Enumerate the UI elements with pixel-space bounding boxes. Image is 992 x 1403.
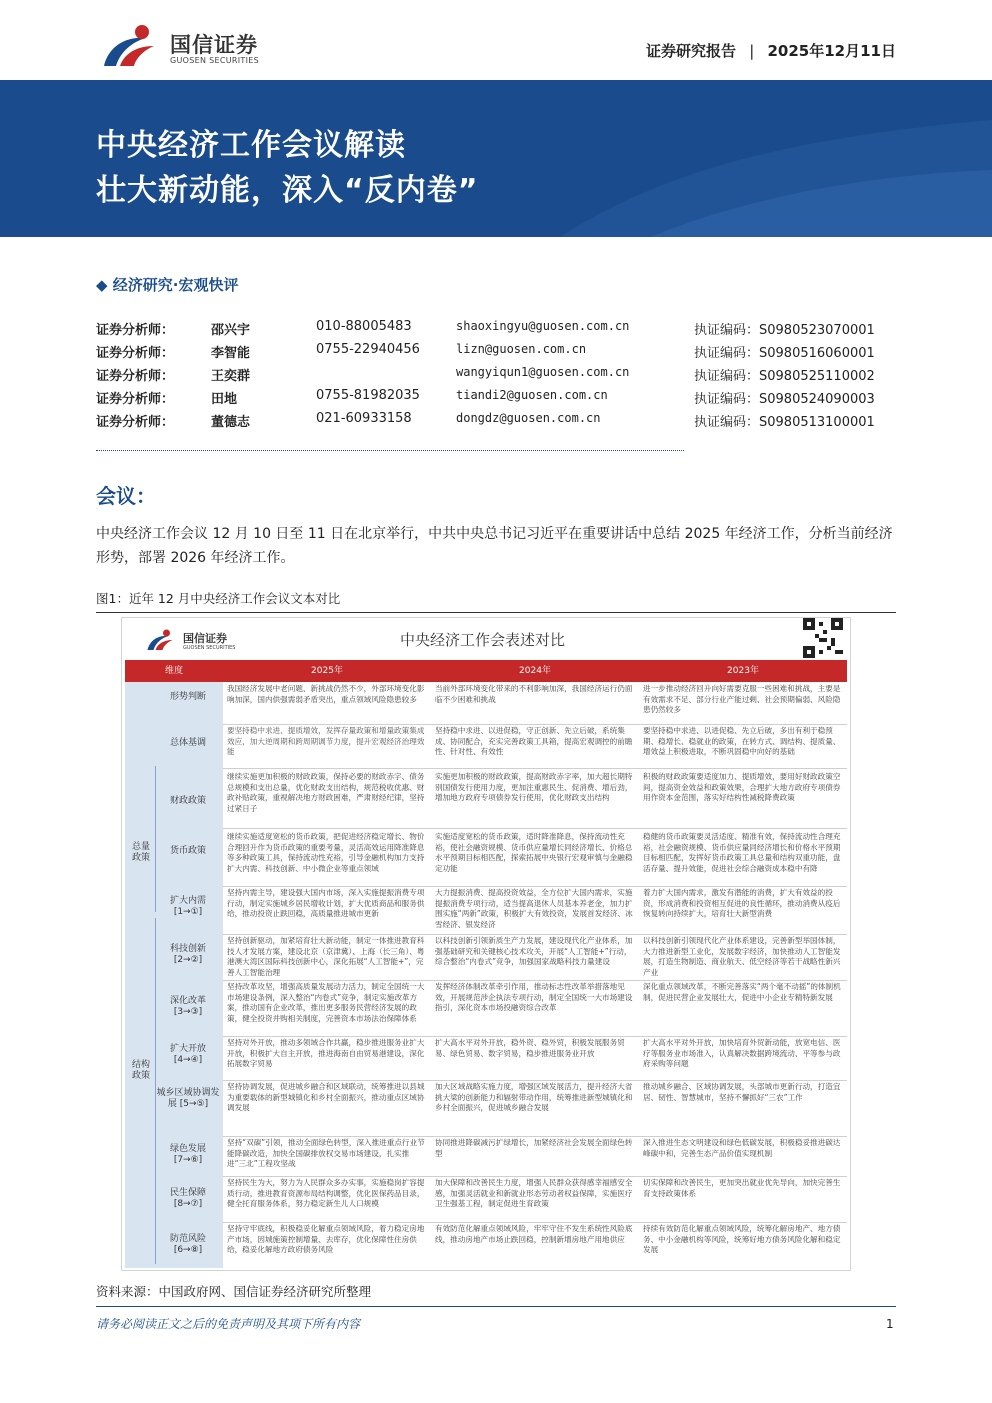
header-separator: | xyxy=(749,42,755,60)
table-header-2023: 2023年 xyxy=(639,660,847,682)
table-cell: 持续有效防范化解重点领域风险，统筹化解房地产、地方债务、中小金融机构等风险，统筹好地方债务风险化解和稳定发展 xyxy=(643,1224,841,1254)
figure-logo-en: GUOSEN SECURITIES xyxy=(183,645,236,651)
figure-inner-title: 中央经济工作会表述对比 xyxy=(400,631,566,649)
guosen-logo-icon xyxy=(143,628,179,652)
analyst-cert: 执证编码：S0980513100001 xyxy=(694,415,875,430)
table-cell: 坚持民生为大，努力为人民群众多办实事，实施稳岗扩容提质行动，推进教育资源布局结构调整，优化医保药品目录，健全托育服务体系，努力稳定新生儿人口规模 xyxy=(227,1178,425,1208)
report-category: ◆ 经济研究·宏观快评 xyxy=(96,276,239,294)
analyst-email[interactable]: dongdz@guosen.com.cn xyxy=(456,411,601,425)
analyst-title: 证券分析师： xyxy=(96,392,175,407)
table-cell: 稳健的货币政策要灵活适度、精准有效，保持流动性合理充裕，社会融资规模、货币供应量同经济增长和价格水平预期目标相匹配，发挥好货币政策工具总量和结构双重功能，盘活存量、提升效能，促进社会综合融资成本稳中有降 xyxy=(643,832,841,873)
analyst-row xyxy=(96,342,896,365)
report-title-line1: 中央经济工作会议解读 xyxy=(96,128,406,163)
table-cell: 深入推进生态文明建设和绿色低碳发展，积极稳妥推进碳达峰碳中和，完善生态产品价值实现机制 xyxy=(643,1138,841,1158)
footer-rule xyxy=(96,1306,896,1307)
analyst-name: 王奕群 xyxy=(211,369,251,384)
company-name-en: GUOSEN SECURITIES xyxy=(170,56,259,65)
figure-top-rule xyxy=(96,612,896,613)
table-cell: 以科技创新引领现代化产业体系建设，完善新型举国体制，大力推进新型工业化，发展数字经济，加快推动人工智能发展，打造生物制造、商业航天、低空经济等若干战略性新兴产业 xyxy=(643,936,841,977)
table-cell: 要坚持稳中求进、提质增效，发挥存量政策和增量政策集成效应，加大逆周期和跨周期调节力度，提升宏观经济治理效能 xyxy=(227,726,425,756)
analyst-name: 董德志 xyxy=(211,415,251,430)
table-cell: 继续实施适度宽松的货币政策，把促进经济稳定增长、物价合理回升作为货币政策的重要考量，灵活高效运用降准降息等多种政策工具，保持流动性充裕，引导金融机构加力支持扩大内需、科技创新、中小微企业等重点领域 xyxy=(227,832,425,873)
table-cell: 扩大高水平对外开放，稳外资、稳外贸，积极发展服务贸易、绿色贸易、数字贸易，稳步推进服务业开放 xyxy=(435,1038,625,1058)
comparison-table xyxy=(125,660,847,1268)
disclaimer-note: 请务必阅读正文之后的免责声明及其项下所有内容 xyxy=(96,1317,361,1331)
analyst-cert: 执证编码：S0980525110002 xyxy=(694,369,875,384)
table-cell: 坚持“双碳”引领，推动全面绿色转型，深入推进重点行业节能降碳改造，加快全国碳排放权交易市场建设，扎实推进“三北”工程攻坚战 xyxy=(227,1138,425,1168)
qr-code-icon xyxy=(803,618,843,658)
dim-label: 形势判断 xyxy=(169,692,206,702)
analyst-title: 证券分析师： xyxy=(96,323,175,338)
table-cell: 实施更加积极的财政政策，提高财政赤字率，加大超长期特别国债发行使用力度，更加注重惠民生、促消费、增后劲，增加地方政府专项债券发行使用，优化财政支出结构 xyxy=(435,772,633,802)
table-cell: 进一步推动经济回升向好需要克服一些困难和挑战，主要是有效需求不足、部分行业产能过剩、社会预期偏弱、风险隐患仍然较多 xyxy=(643,684,841,714)
figure-logo xyxy=(143,628,179,656)
figure-source: 资料来源：中国政府网、国信证券经济研究所整理 xyxy=(96,1284,372,1299)
guosen-logo-icon xyxy=(98,22,164,70)
table-cell: 我国经济发展中老问题、新挑战仍然不少，外部环境变化影响加深，国内供强需弱矛盾突出，重点领域风险隐患较多 xyxy=(227,684,425,704)
analyst-title: 证券分析师： xyxy=(96,346,175,361)
analyst-phone: 0755-81982035 xyxy=(316,388,420,403)
report-title-line2: 壮大新动能，深入“反内卷” xyxy=(96,173,479,208)
analyst-name: 田地 xyxy=(211,392,238,407)
table-cell: 实施适度宽松的货币政策，适时降准降息，保持流动性充裕，使社会融资规模、货币供应量增长同经济增长、价格总水平预期目标相匹配，探索拓展中央银行宏观审慎与金融稳定功能 xyxy=(435,832,633,873)
table-header-2025: 2025年 xyxy=(223,660,431,682)
analyst-cert: 执证编码：S0980516060001 xyxy=(694,346,875,361)
group-label-aggregate: 总量政策 xyxy=(131,842,150,863)
table-cell: 坚持守牢底线，积极稳妥化解重点领域风险，着力稳定房地产市场，因城施策控制增量、去库存，优化保障性住房供给，稳妥化解地方政府债务风险 xyxy=(227,1224,425,1254)
analyst-divider xyxy=(96,450,684,451)
table-cell: 坚持稳中求进、以进促稳，守正创新、先立后破，系统集成、协同配合，充实完善政策工具箱，提高宏观调控的前瞻性、针对性、有效性 xyxy=(435,726,633,756)
analyst-phone: 010-88005483 xyxy=(316,319,412,334)
analyst-name: 邵兴宇 xyxy=(211,323,251,338)
analyst-name: 李智能 xyxy=(211,346,251,361)
intro-paragraph: 中央经济工作会议 12 月 10 日至 11 日在北京举行，中共中央总书记习近平在重要讲话中总结 2025 年经济工作，分析当前经济形势，部署 2026 年经济工作。 xyxy=(96,526,893,566)
figure-logo-cn: 国信证券 xyxy=(183,632,227,645)
dim-label: 深化改革 [3→③] xyxy=(169,996,206,1017)
table-cell: 坚持创新驱动，加紧培育壮大新动能，制定一体推进教育科技人才发展方案，建设北京（京津冀）、上海（长三角）、粤港澳大湾区国际科技创新中心，深化拓展“人工智能+”，完善人工智能治理 xyxy=(227,936,425,977)
dim-label: 扩大开放 [4→④] xyxy=(169,1044,206,1065)
report-type: 证券研究报告 xyxy=(645,42,736,60)
analyst-email[interactable]: wangyiqun1@guosen.com.cn xyxy=(456,365,630,379)
dim-label: 城乡区域协调发展 [5→⑤] xyxy=(156,1088,220,1109)
analyst-email[interactable]: shaoxingyu@guosen.com.cn xyxy=(456,319,630,333)
table-cell: 坚持内需主导，建设强大国内市场，深入实施提振消费专项行动，制定实施城乡居民增收计划，扩大优质商品和服务供给，推动投资止跌回稳，高质量推进城市更新 xyxy=(227,888,425,918)
report-header-info xyxy=(646,40,896,61)
analyst-row xyxy=(96,411,896,434)
table-cell: 推动城乡融合、区域协调发展，头部城市更新行动，打造宜居、韧性、智慧城市，坚持不懈抓好“三农”工作 xyxy=(643,1082,841,1102)
analyst-cert: 执证编码：S0980524090003 xyxy=(694,392,875,407)
report-date: 2025年12月11日 xyxy=(767,42,896,60)
table-cell: 坚持协调发展，促进城乡融合和区域联动，统筹推进以县城为重要载体的新型城镇化和乡村全面振兴，推动重点区域协调发展 xyxy=(227,1082,425,1112)
analyst-title: 证券分析师： xyxy=(96,369,175,384)
table-cell: 有效防范化解重点领域风险，牢牢守住不发生系统性风险底线，推动房地产市场止跌回稳，控制新增房地产用地供应 xyxy=(435,1224,633,1244)
table-cell: 要坚持稳中求进、以进促稳、先立后破，多出有利于稳预期、稳增长、稳就业的政策，在转方式、调结构、提质量、增效益上积极进取，不断巩固稳中向好的基础 xyxy=(643,726,841,756)
page-number: 1 xyxy=(886,1317,894,1331)
table-cell: 加大保障和改善民生力度，增强人民群众获得感幸福感安全感，加强灵活就业和新就业形态劳动者权益保障，实施医疗卫生强基工程，制定促进生育政策 xyxy=(435,1178,633,1208)
table-cell: 大力提振消费、提高投资效益，全方位扩大国内需求，实施提振消费专项行动，适当提高退休人员基本养老金，加力扩围实施“两新”政策，积极扩大有效投资，发展首发经济、冰雪经济、银发经济 xyxy=(435,888,633,929)
table-cell: 坚持改革攻坚，增强高质量发展动力活力，制定全国统一大市场建设条例，深入整治“内卷式”竞争，制定实施改革方案，推动国有企业改革，推出更多服务民营经济发展的政策，健全投资并购相关制度，完善资本市场法治保障体系 xyxy=(227,982,425,1023)
table-cell: 切实保障和改善民生，更加突出就业优先导向，加快完善生育支持政策体系 xyxy=(643,1178,841,1198)
table-cell: 继续实施更加积极的财政政策，保持必要的财政赤字、债务总规模和支出总量，优化财政支出结构，规范税收优惠、财政补贴政策，重视解决地方财政困难，严肃财经纪律，坚持过紧日子 xyxy=(227,772,425,813)
table-header-2024: 2024年 xyxy=(431,660,639,682)
dim-label: 民生保障 [8→⑦] xyxy=(169,1188,206,1209)
group-label-structural: 结构政策 xyxy=(131,1060,150,1081)
dim-label: 扩大内需 [1→①] xyxy=(169,896,206,917)
table-cell: 当前外部环境变化带来的不利影响加深，我国经济运行仍面临不少困难和挑战 xyxy=(435,684,633,704)
analyst-row xyxy=(96,365,896,388)
table-cell: 坚持对外开放，推动多领域合作共赢，稳步推进服务业扩大开放，积极扩大自主开放，推进海南自由贸易港建设，深化拓展数字贸易 xyxy=(227,1038,425,1068)
table-cell: 协同推进降碳减污扩绿增长，加紧经济社会发展全面绿色转型 xyxy=(435,1138,633,1158)
dim-label: 财政政策 xyxy=(169,796,206,806)
analyst-row xyxy=(96,388,896,411)
table-cell: 扩大高水平对外开放，加快培育外贸新动能，放宽电信、医疗等服务业市场准入，认真解决数据跨境流动、平等参与政府采购等问题 xyxy=(643,1038,841,1068)
analyst-phone: 0755-22940456 xyxy=(316,342,420,357)
analyst-email[interactable]: tiandi2@guosen.com.cn xyxy=(456,388,608,402)
analyst-title: 证券分析师： xyxy=(96,415,175,430)
table-cell: 积极的财政政策要适度加力、提质增效，要用好财政政策空间，提高资金效益和政策效果，合理扩大地方政府专项债券用作资本金范围，落实好结构性减税降费政策 xyxy=(643,772,841,802)
table-cell: 深化重点领域改革，不断完善落实“两个毫不动摇”的体制机制，促进民营企业发展壮大，促进中小企业专精特新发展 xyxy=(643,982,841,1002)
company-name-cn: 国信证券 xyxy=(170,33,258,57)
analyst-row xyxy=(96,319,896,342)
dim-label: 科技创新 [2→②] xyxy=(169,944,206,965)
table-cell: 发挥经济体制改革牵引作用，推动标志性改革举措落地见效，开展规范涉企执法专项行动，制定全国统一大市场建设指引，深化资本市场投融资综合改革 xyxy=(435,982,633,1012)
dim-label: 防范风险 [6→⑧] xyxy=(169,1234,206,1255)
table-cell: 着力扩大国内需求，激发有潜能的消费，扩大有效益的投资，形成消费和投资相互促进的良性循环，推动消费从疫后恢复转向持续扩大，培育壮大新型消费 xyxy=(643,888,841,918)
table-cell: 以科技创新引领新质生产力发展，建设现代化产业体系，加强基础研究和关键核心技术攻关，开展“人工智能+”行动，综合整治“内卷式”竞争，加强国家战略科技力量建设 xyxy=(435,936,633,966)
analyst-email[interactable]: lizn@guosen.com.cn xyxy=(456,342,587,356)
section-title: 会议： xyxy=(96,484,156,508)
table-cell: 加大区域战略实施力度，增强区域发展活力，提升经济大省挑大梁的创新能力和辐射带动作用，统筹推进新型城镇化和乡村全面振兴，促进城乡融合发展 xyxy=(435,1082,633,1112)
figure-caption: 图1：近年 12 月中央经济工作会议文本对比 xyxy=(96,591,341,606)
dim-label: 货币政策 xyxy=(169,846,206,856)
analyst-phone: 021-60933158 xyxy=(316,411,412,426)
analyst-cert: 执证编码：S0980523070001 xyxy=(694,323,875,338)
dimension-column xyxy=(125,682,223,1268)
table-header-dim: 维度 xyxy=(125,660,223,682)
dim-label: 总体基调 xyxy=(169,738,206,748)
dim-label: 绿色发展 [7→⑥] xyxy=(169,1144,206,1165)
